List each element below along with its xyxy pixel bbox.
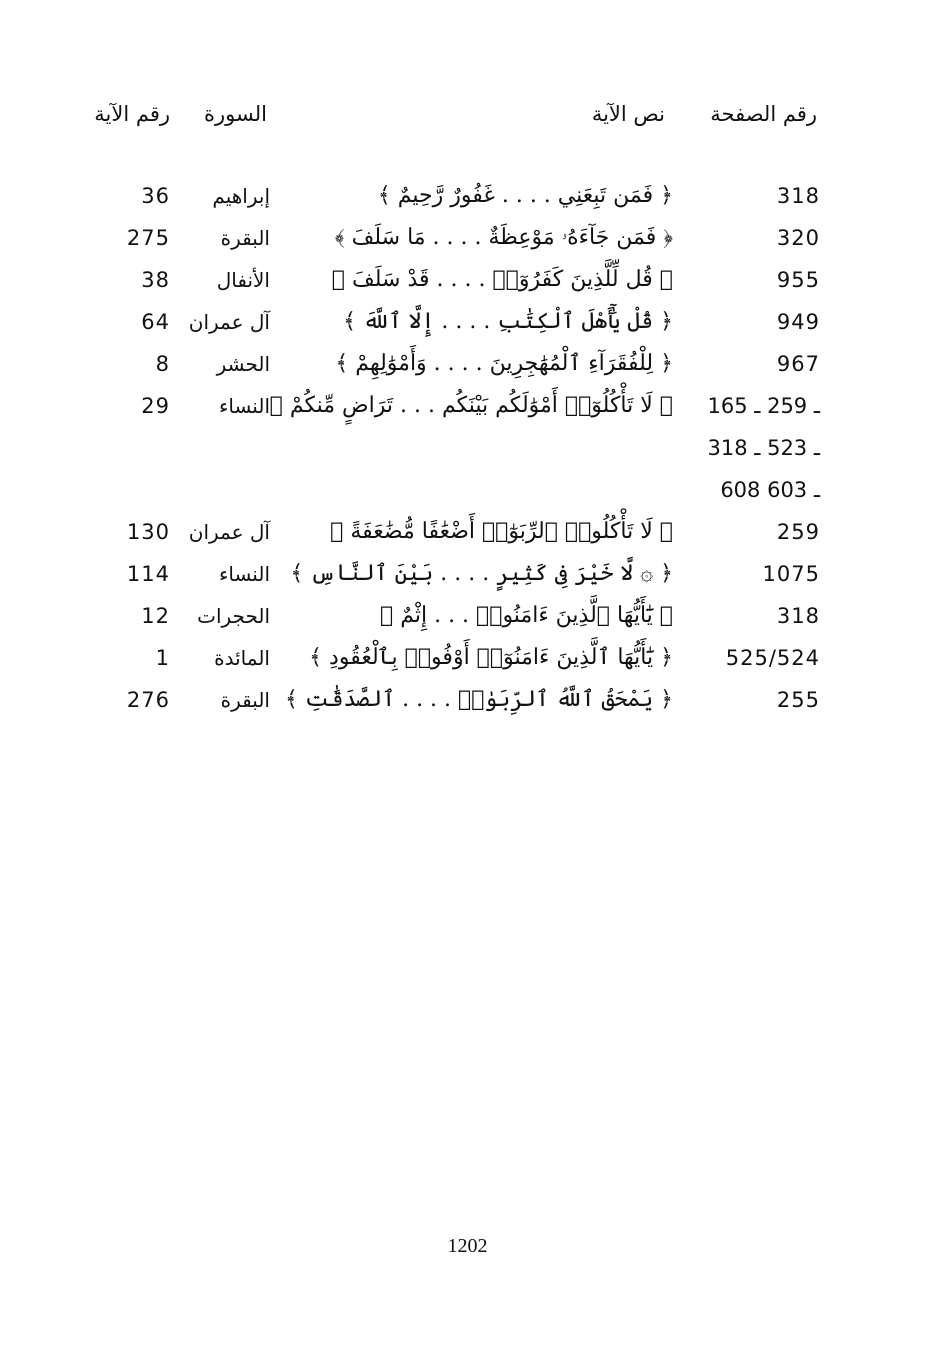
table-row: [0, 512, 935, 552]
surah-cell: آل عمران: [188, 520, 270, 544]
aya-text-cell: ﴿ ۞ لَّا خَيْرَ فِى كَثِيرٍ . . . . بَيْنَ ٱلنَّاسِ ﴾: [290, 561, 673, 586]
surah-cell: النساء: [218, 562, 270, 586]
page-number-cell: 165 ـ 259 ـ: [707, 394, 820, 418]
surah-cell: الأنفال: [216, 268, 270, 292]
table-row: [0, 554, 935, 594]
aya-text-cell: ﴿ يَٰٓأَيُّهَا ٱلَّذِينَ ءَامَنُوا۟ . . . إِثْمٌ ﴾: [380, 603, 673, 628]
page-number-cell: 320: [776, 226, 820, 250]
surah-cell: البقرة: [220, 688, 270, 712]
page-number-cell: 955: [776, 268, 820, 292]
table-row: [0, 218, 935, 258]
table-row: [0, 638, 935, 678]
aya-number-cell: 38: [141, 268, 170, 292]
header-aya-text: نص الآية: [591, 102, 665, 126]
page-number-cell: 1075: [762, 562, 820, 586]
table-row: [0, 596, 935, 636]
header-page-number: رقم الصفحة: [710, 102, 817, 126]
page-number-cell: 967: [776, 352, 820, 376]
table-row: [0, 344, 935, 384]
page-number-cell: 525/524: [725, 646, 820, 670]
table-row: [0, 680, 935, 720]
aya-number-cell: 8: [155, 352, 170, 376]
surah-cell: البقرة: [220, 226, 270, 250]
aya-text-cell: ﴿ قُلْ يَٰٓأَهْلَ ٱلْكِتَٰبِ . . . . إِلَّا ٱللَّهَ ﴾: [343, 309, 673, 334]
aya-text-cell: ﴿ فَمَن جَآءَهُۥ مَوْعِظَةٌ . . . . مَا سَلَفَ ﴾: [334, 225, 673, 250]
page-number-cell: 949: [776, 310, 820, 334]
table-row: [0, 428, 935, 468]
page-number-cell: 608 ـ 603: [720, 478, 820, 502]
surah-cell: المائدة: [214, 646, 270, 670]
table-row: [0, 386, 935, 426]
aya-number-cell: 130: [126, 520, 170, 544]
aya-number-cell: 276: [126, 688, 170, 712]
aya-number-cell: 29: [141, 394, 170, 418]
aya-text-cell: ﴿ يَٰٓأَيُّهَا ٱلَّذِينَ ءَامَنُوٓا۟ أَوْفُوا۟ بِٱلْعُقُودِ ﴾: [309, 645, 673, 670]
surah-cell: آل عمران: [188, 310, 270, 334]
surah-cell: الحجرات: [197, 604, 270, 628]
table-row: [0, 470, 935, 510]
surah-cell: الحشر: [216, 352, 270, 376]
aya-number-cell: 36: [141, 184, 170, 208]
aya-text-cell: ﴿ يَمْحَقُ ٱللَّهُ ٱلرِّبَوٰا۟ . . . . ٱلصَّدَقَٰتِ ﴾: [284, 687, 673, 712]
aya-text-cell: ﴿ قُل لِّلَّذِينَ كَفَرُوٓا۟ . . . . قَدْ سَلَفَ ﴾: [331, 267, 673, 292]
table-row: [0, 302, 935, 342]
header-aya-number: رقم الآية: [94, 102, 170, 126]
aya-text-cell: ﴿ لَا تَأْكُلُوٓا۟ أَمْوَٰلَكُم بَيْنَكُم . . . تَرَاضٍ مِّنكُمْ ﴾: [269, 393, 673, 418]
page-number-cell: 318: [776, 184, 820, 208]
page-number-footer: 1202: [447, 1235, 488, 1257]
page-number-cell: ـ 523 ـ 318: [707, 436, 820, 460]
aya-text-cell: ﴿ فَمَن تَبِعَنِي . . . . غَفُورٌ رَّحِيمٌ ﴾: [377, 183, 673, 208]
page-number-cell: 259: [776, 520, 820, 544]
table-row: [0, 176, 935, 216]
header-surah: السورة: [204, 102, 267, 126]
aya-number-cell: 1: [155, 646, 170, 670]
aya-number-cell: 275: [126, 226, 170, 250]
aya-number-cell: 12: [141, 604, 170, 628]
page-number-cell: 318: [776, 604, 820, 628]
aya-number-cell: 114: [126, 562, 170, 586]
aya-text-cell: ﴿ لَا تَأْكُلُوا۟ ٱلرِّبَوٰٓا۟ أَضْعَٰفًا مُّضَٰعَفَةً ﴾: [330, 519, 673, 544]
aya-text-cell: ﴿ لِلْفُقَرَآءِ ٱلْمُهَٰجِرِينَ . . . . وَأَمْوَٰلِهِمْ ﴾: [335, 351, 673, 376]
surah-cell: إبراهيم: [212, 184, 270, 208]
surah-cell: النساء: [218, 394, 270, 418]
page-number-cell: 255: [776, 688, 820, 712]
table-row: [0, 260, 935, 300]
aya-number-cell: 64: [141, 310, 170, 334]
